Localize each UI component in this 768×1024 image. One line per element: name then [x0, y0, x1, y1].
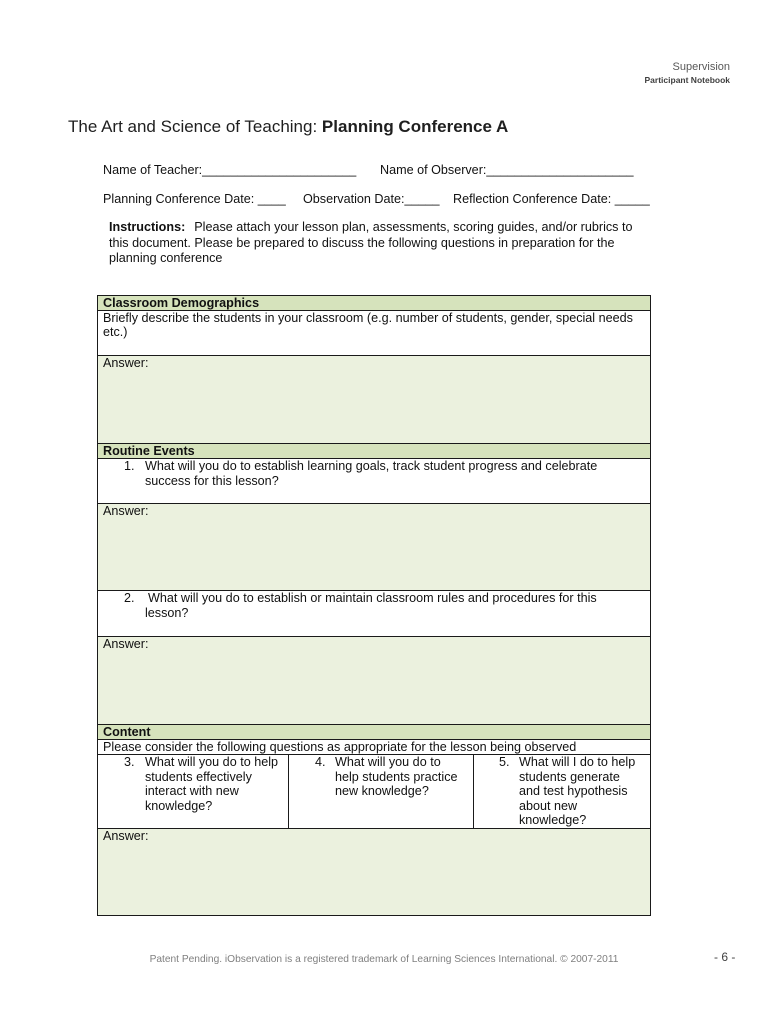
answer-label: Answer: [103, 504, 149, 518]
question-number: 2. [124, 591, 135, 605]
content-answer-cell [98, 828, 650, 915]
teacher-name-blank: ______________________ [202, 163, 357, 177]
observation-date-blank: _____ [404, 192, 440, 206]
page-title [68, 116, 508, 138]
question-text: What will you do to establish learning goals, track student progress and celebrate success for this lesson? [145, 459, 598, 488]
routine-question-2 [98, 590, 650, 636]
question-text: What will I do to help students generate and test hypothesis about new knowledge? [519, 755, 636, 827]
question-number: 4. [315, 755, 326, 769]
routine-question-2-answer-cell [98, 636, 650, 724]
content-questions-row [98, 754, 650, 828]
observation-date-label: Observation Date: [303, 192, 405, 206]
planning-date-blank: ____ [257, 192, 286, 206]
content-note-row [98, 739, 650, 754]
question-text: What will you do to establish or maintain classroom rules and procedures for this lesson? [145, 591, 597, 620]
answer-label: Answer: [103, 356, 149, 370]
reflection-date-label: Reflection Conference Date: [453, 192, 612, 206]
page-title-prefix: The Art and Science of Teaching: [68, 117, 318, 136]
section-heading-demographics: Classroom Demographics [98, 296, 650, 310]
question-text: What will you do to help students practice new knowledge? [335, 755, 458, 798]
teacher-name-field [103, 162, 356, 178]
question-number: 1. [124, 459, 135, 473]
page-number: - 6 - [714, 950, 736, 964]
routine-question-1-answer-cell [98, 503, 650, 590]
teacher-name-label: Name of Teacher: [103, 163, 203, 177]
content-question-4 [288, 755, 473, 828]
reflection-date-field [453, 191, 650, 207]
instructions-paragraph [109, 220, 644, 267]
conference-table [97, 295, 651, 916]
demographics-prompt: Briefly describe the students in your classroom (e.g. number of students, gender, special needs etc.) [103, 311, 633, 339]
question-number: 3. [124, 755, 135, 769]
observer-name-label: Name of Observer: [380, 163, 487, 177]
question-number: 5. [499, 755, 510, 769]
content-question-5 [473, 755, 650, 828]
instructions-text: Please attach your lesson plan, assessments, scoring guides, and/or rubrics to this document. Please be prepared to discuss the following questions in preparation for the planning conference [109, 220, 633, 265]
answer-label: Answer: [103, 829, 149, 843]
routine-question-1 [98, 458, 650, 503]
answer-label: Answer: [103, 637, 149, 651]
section-heading-content: Content [98, 724, 650, 739]
observer-name-blank: _____________________ [486, 163, 634, 177]
planning-date-field [103, 191, 286, 207]
observer-name-field [380, 162, 633, 178]
question-text: What will you do to help students effectively interact with new knowledge? [145, 755, 279, 813]
content-question-3 [98, 755, 288, 828]
footer-trademark-notice: Patent Pending. iObservation is a registered trademark of Learning Sciences International. © 2007-2011 [149, 954, 619, 965]
instructions-label: Instructions: [109, 220, 186, 234]
running-header-notebook: Participant Notebook [644, 75, 730, 85]
demographics-prompt-row [98, 310, 650, 355]
planning-date-label: Planning Conference Date: [103, 192, 255, 206]
demographics-answer-cell [98, 355, 650, 443]
content-note: Please consider the following questions as appropriate for the lesson being observed [103, 740, 577, 754]
running-header-section: Supervision [672, 61, 730, 73]
reflection-date-blank: _____ [614, 192, 650, 206]
observation-date-field [303, 191, 440, 207]
section-heading-routine-events: Routine Events [98, 443, 650, 458]
page-title-main: Planning Conference A [321, 117, 509, 136]
